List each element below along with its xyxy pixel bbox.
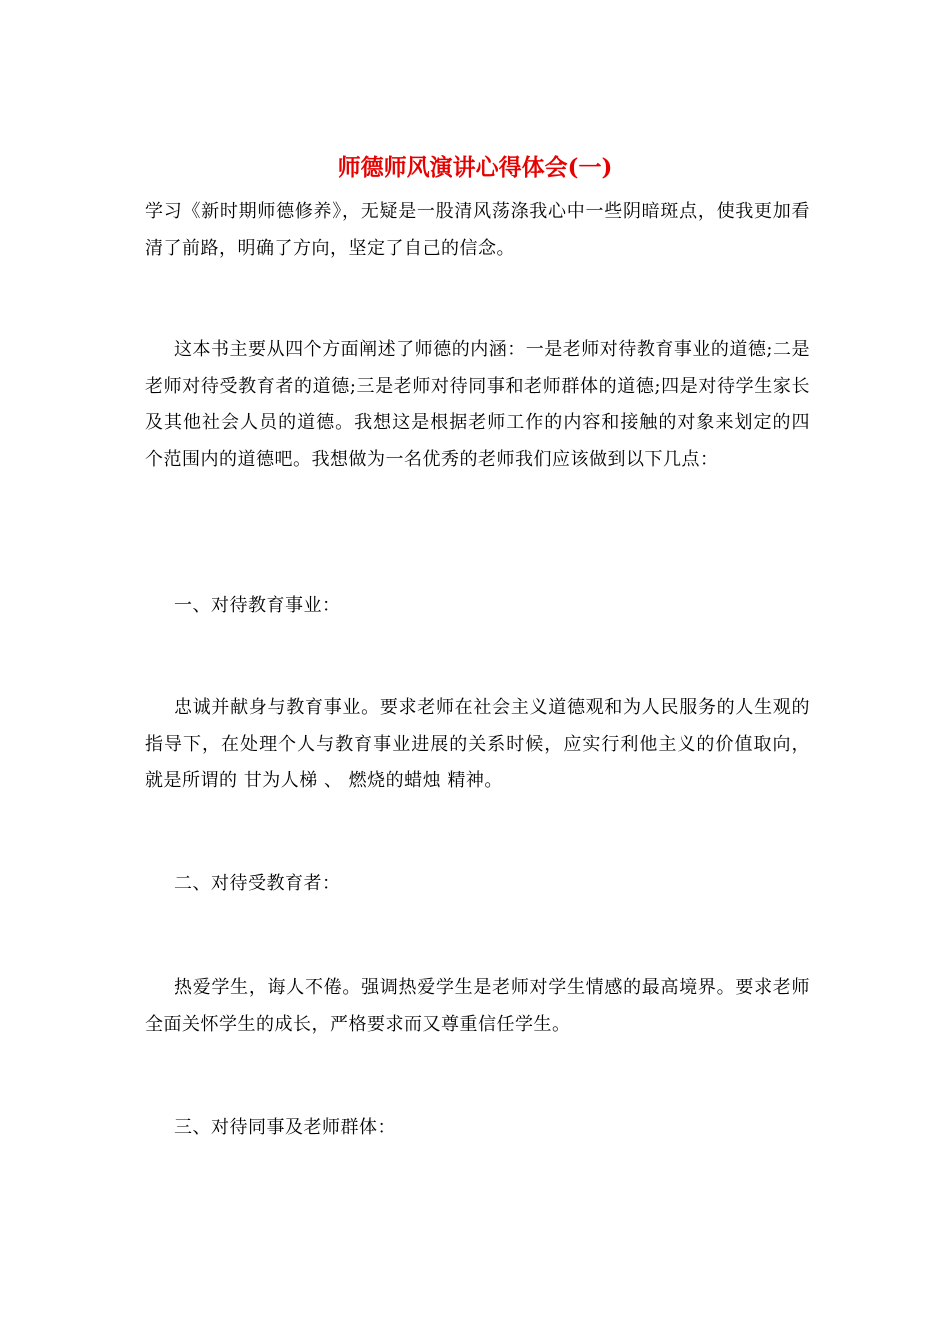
- paragraph-four-aspects: 这本书主要从四个方面阐述了师德的内涵：一是老师对待教育事业的道德;二是老师对待受教育者的道德;三是老师对待同事和老师群体的道德;四是对待学生家长及其他社会人员的道德。我想这是根据老师工作的内容和接触的对象来划定的四个范围内的道德吧。我想做为一名优秀的老师我们应该做到以下几点：: [145, 339, 810, 470]
- intro-paragraph: 学习《新时期师德修养》，无疑是一股清风荡涤我心中一些阴暗斑点，使我更加看清了前路，明确了方向，坚定了自己的信念。: [145, 201, 810, 259]
- paragraph-students: 热爱学生，诲人不倦。强调热爱学生是老师对学生情感的最高境界。要求老师全面关怀学生的成长，严格要求而又尊重信任学生。: [145, 977, 810, 1035]
- section-heading-2: 二、对待受教育者：: [174, 873, 341, 894]
- document-title: 师德师风演讲心得体会(一): [337, 154, 613, 181]
- paragraph-education-career: 忠诚并献身与教育事业。要求老师在社会主义道德观和为人民服务的人生观的指导下，在处理个人与教育事业进展的关系时候，应实行利他主义的价值取向，就是所谓的 甘为人梯 、 燃烧的蜡烛 精神。: [145, 697, 810, 791]
- section-heading-3: 三、对待同事及老师群体：: [174, 1117, 396, 1138]
- section-heading-1: 一、对待教育事业：: [174, 595, 341, 616]
